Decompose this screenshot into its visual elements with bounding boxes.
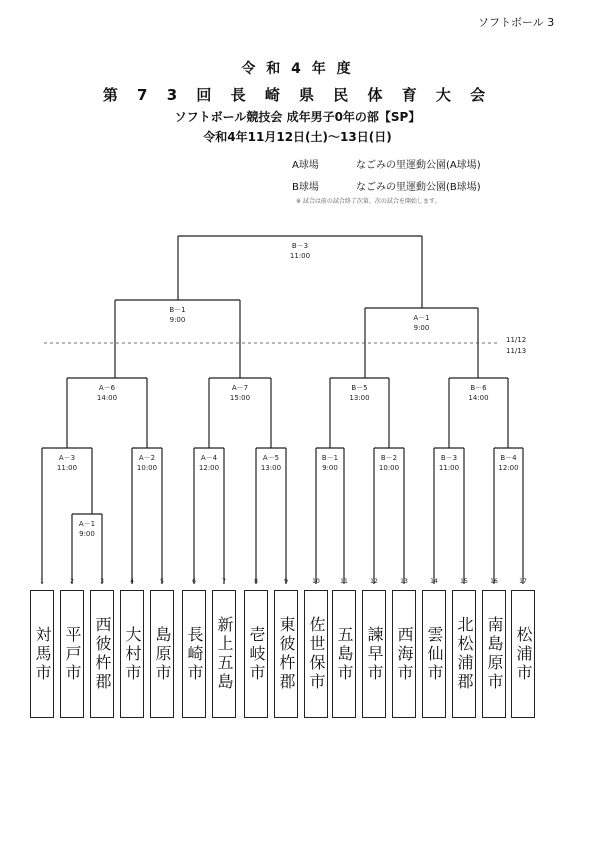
match-time: 9:00 (413, 324, 430, 332)
team-name: 雲仙市 (422, 590, 446, 718)
team-number: 10 (312, 578, 320, 585)
match-code: A－5 (262, 454, 280, 462)
team-number: 7 (222, 578, 226, 585)
schedule-note: ※ 試合は前の試合終了次第、次の試合を開始します。 (296, 198, 441, 205)
match-code: B－5 (351, 384, 368, 392)
match-code: A－1 (413, 314, 430, 322)
team-number: 5 (160, 578, 164, 585)
team-name: 新上五島 (212, 590, 236, 718)
team-name: 西海市 (392, 590, 416, 718)
match-code: B－3 (291, 242, 309, 250)
team-name: 五島市 (332, 590, 356, 718)
team-number: 14 (430, 578, 438, 585)
venue-b-name: なごみの里運動公園(B球場) (356, 182, 481, 193)
title-event: 第 7 3 回 長 崎 県 民 体 育 大 会 (102, 86, 493, 104)
match-code: A－7 (231, 384, 249, 392)
match-time: 9:00 (322, 464, 338, 472)
team-number: 15 (460, 578, 468, 585)
title-era: 令 和 4 年 度 (241, 61, 354, 77)
team-number: 8 (254, 578, 258, 585)
team-name: 佐世保市 (304, 590, 328, 718)
team-number: 6 (192, 578, 196, 585)
team-number: 11 (340, 578, 348, 585)
match-code: B－1 (169, 306, 186, 314)
match-time: 12:00 (498, 464, 519, 472)
match-time: 14:00 (96, 394, 118, 402)
team-number: 16 (490, 578, 498, 585)
match-time: 12:00 (198, 464, 220, 472)
team-name: 南島原市 (482, 590, 506, 718)
title-dates: 令和4年11月12日(土)～13日(日) (203, 130, 392, 144)
match-code: A－3 (58, 454, 76, 462)
team-number: 13 (400, 578, 408, 585)
team-name: 壱岐市 (244, 590, 268, 718)
match-code: A－2 (138, 454, 156, 462)
team-name: 西彼杵郡 (90, 590, 114, 718)
team-name: 松浦市 (511, 590, 535, 718)
team-name: 北松浦郡 (452, 590, 476, 718)
match-code: B－4 (500, 454, 517, 462)
match-code: B－6 (470, 384, 487, 392)
day-divider-label-day1: 11/12 (506, 336, 527, 344)
team-number: 12 (370, 578, 378, 585)
team-name: 東彼杵郡 (274, 590, 298, 718)
team-number: 17 (519, 578, 527, 585)
venue-a-label: A球場 (292, 160, 319, 171)
team-name: 諫早市 (362, 590, 386, 718)
match-code: B－3 (440, 454, 458, 462)
title-division: ソフトボール競技会 成年男子0年の部【SP】 (174, 110, 421, 124)
team-name: 長崎市 (182, 590, 206, 718)
match-code: A－1 (78, 520, 96, 528)
match-time: 15:00 (229, 394, 251, 402)
day-divider-label-day2: 11/13 (506, 347, 527, 355)
match-code: B－1 (321, 454, 339, 462)
team-name: 平戸市 (60, 590, 84, 718)
match-time: 9:00 (169, 316, 186, 324)
match-time: 13:00 (260, 464, 282, 472)
match-time: 11:00 (438, 464, 460, 472)
match-time: 11:00 (56, 464, 78, 472)
team-number: 9 (284, 578, 288, 585)
team-name: 島原市 (150, 590, 174, 718)
team-number: 1 (40, 578, 44, 585)
team-name: 対馬市 (30, 590, 54, 718)
page-tag: ソフトボール 3 (478, 16, 555, 29)
team-name: 大村市 (120, 590, 144, 718)
match-code: A－6 (98, 384, 116, 392)
match-code: B－2 (380, 454, 398, 462)
match-code: A－4 (200, 454, 218, 462)
team-number: 2 (70, 578, 74, 585)
team-number: 3 (100, 578, 104, 585)
match-time: 9:00 (79, 530, 95, 538)
team-number: 4 (130, 578, 134, 585)
venue-b-label: B球場 (292, 182, 319, 193)
venue-a-name: なごみの里運動公園(A球場) (356, 160, 481, 171)
match-time: 11:00 (289, 252, 311, 260)
match-time: 10:00 (136, 464, 158, 472)
match-time: 13:00 (349, 394, 370, 402)
match-time: 10:00 (378, 464, 400, 472)
match-time: 14:00 (468, 394, 489, 402)
